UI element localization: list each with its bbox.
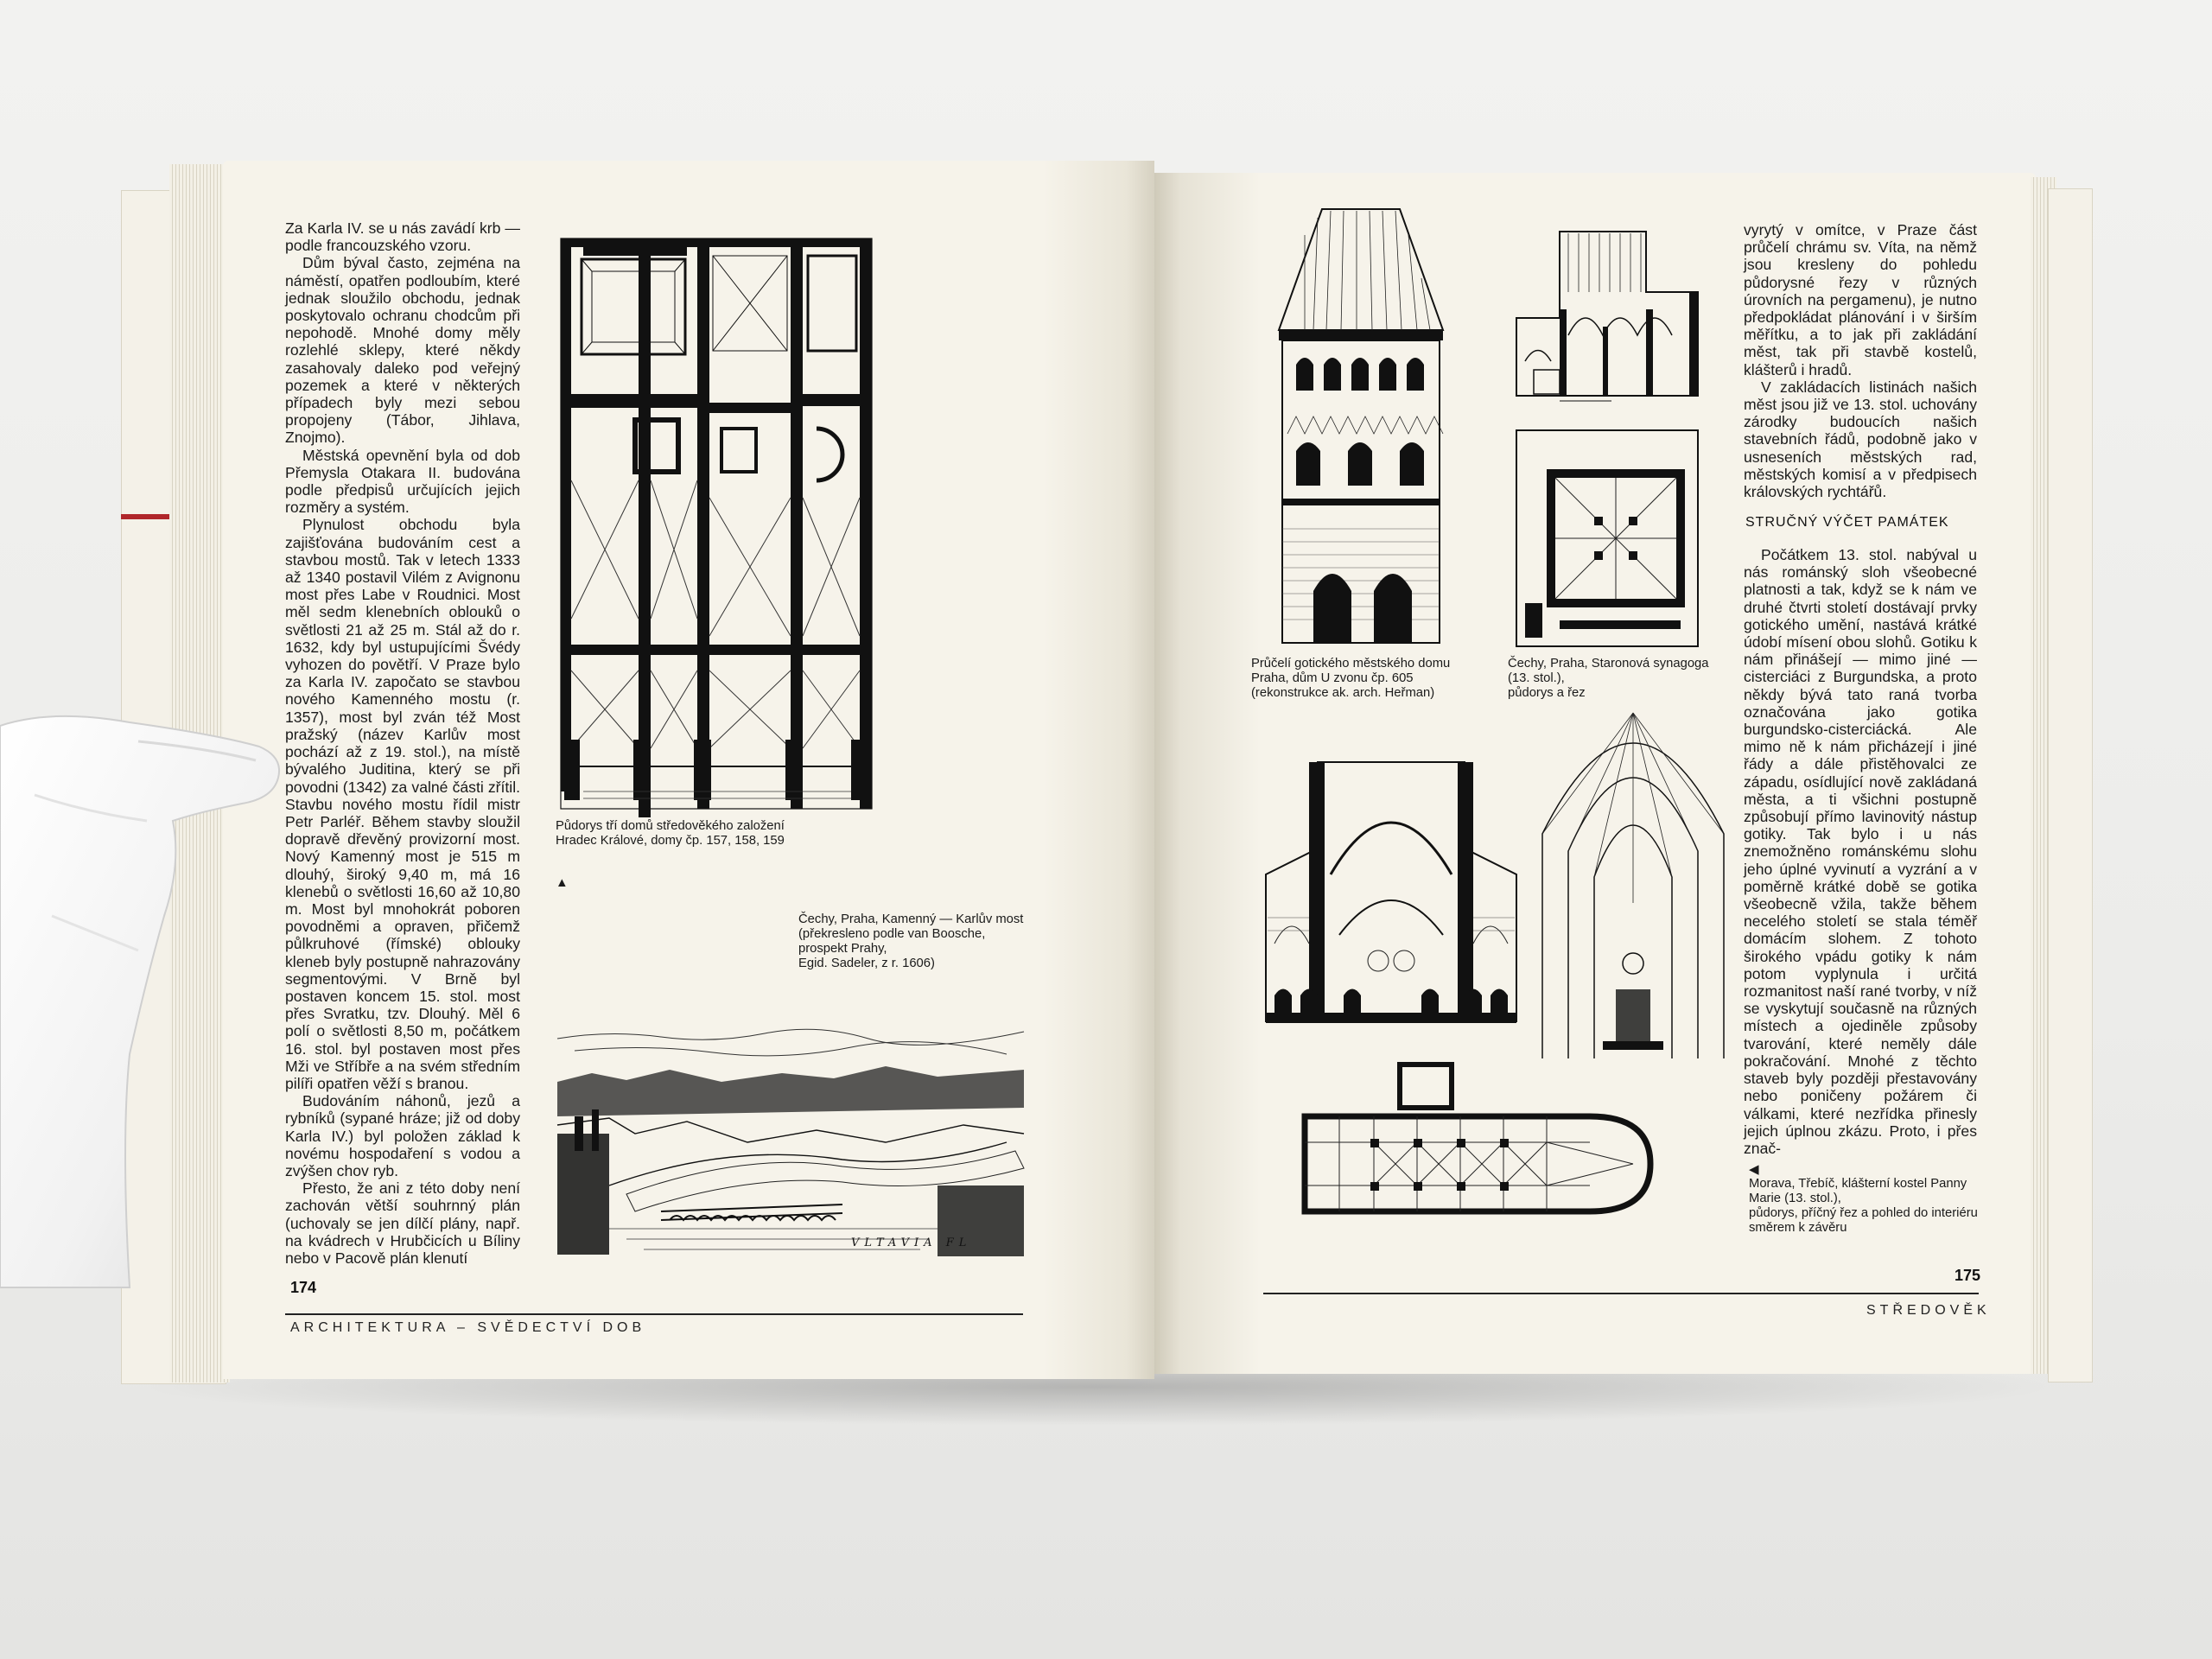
- paragraph: Plynulost obchodu byla zajišťována budováním cest a stavbou mostů. Tak v letech 1333 až 1340 postavil Vilém z Avignonu most přes Labe v Roudnici. Most měl sedm klenebních oblouků o světlosti 21 až 25 m. Stál až do r. 1632, kdy byl ustupujícími Švédy vyhozen do povětří. V Praze bylo za Karla IV. započato se stavbou nového Kamenného mostu (r. 1357), most byl zván též Most pražský (název Karlův most pochází až z 19. stol.), na místě bývalého Juditina, který se při povodni (1342) za valné části zřítil. Stavbu nového mostu řídil mistr Petr Parléř. Během stavby sloužil dopravě dřevěný provizorní most. Nový Kamenný most je 515 m dlouhý, široký 9,40 m, má 16 klenebů o světlosti 16,60 až 10,80 m. Most byl mnohokrát poboren povodněmi a opraven, přičemž půlkruhové (římské) oblouky kleneb byly postupně nahrazovány segmentovými. V Brně byl postaven koncem 15. stol. most přes Svratku, tzv. Dlouhý. Měl 6 polí o světlosti 8,50 m, počátkem 16. stol. byl postaven most přes Mži ve Stříbře a na svém středním pilíři opatřen věží s branou.: [285, 516, 520, 1092]
- left-page-text-column: [285, 219, 520, 1267]
- tower-caption: Průčelí gotického městského domu Praha, dům U zvonu čp. 605 (rekonstrukce ak. arch. Heřman): [1251, 657, 1451, 700]
- right-footer-rule: [1263, 1293, 1979, 1294]
- caption-arrow-icon: ▲: [556, 876, 569, 890]
- etching-inscription: VLTAVIA FL: [851, 1236, 972, 1249]
- paragraph: Budováním náhonů, jezů a rybníků (sypané hráze; již od doby Karla IV.) byl položen základ k novému hospodaření s vodou a zvýšen chov ryb.: [285, 1092, 520, 1179]
- tower-facade-illustration: [1270, 200, 1452, 650]
- section-heading: STRUČNÝ VÝČET PAMÁTEK: [1745, 515, 1949, 530]
- paragraph: Za Karla IV. se u nás zavádí krb — podle francouzského vzoru.: [285, 219, 520, 255]
- church-cross-section-illustration: [1257, 745, 1525, 1030]
- church-interior-illustration: [1534, 704, 1732, 1067]
- paragraph: V zakládacích listinách našich měst jsou již ve 13. stol. uchovány zárodky budoucích našich stavebních řádů, podobně jako v usneseních městských rad, městských komisí a v předpisech královských rychtářů.: [1744, 378, 1977, 501]
- synagogue-illustration: [1508, 223, 1707, 655]
- trebic-caption-arrow-icon: ◀: [1749, 1163, 1759, 1177]
- left-page-number: 174: [290, 1279, 317, 1296]
- left-running-footer: ARCHITEKTURA – SVĚDECTVÍ DOB: [290, 1320, 646, 1335]
- paragraph: vyrytý v omítce, v Praze část průčelí chrámu sv. Víta, na němž jsou kresleny do pohledu půdorysné řezy v různých úrovních na pergamenu), je nutno předpokládat plánování i v širším měřítku, a to jak při zakládání měst, tak při stavbě kostelů, klášterů i hradů.: [1744, 221, 1977, 378]
- floor-plan-caption: Půdorys tří domů středověkého založení Hradec Králové, domy čp. 157, 158, 159: [556, 819, 785, 848]
- right-page-number: 175: [1955, 1267, 1981, 1284]
- left-footer-rule: [285, 1313, 1023, 1315]
- right-running-footer: STŘEDOVĚK: [1866, 1303, 1991, 1318]
- church-floor-plan-illustration: [1305, 1065, 1685, 1220]
- trebic-caption: Morava, Třebíč, klášterní kostel Panny Marie (13. stol.), půdorys, příčný řez a pohled do interiéru směrem k závěru: [1749, 1177, 1978, 1235]
- paragraph: Městská opevnění byla od dob Přemysla Otakara II. budována podle předpisů určujících jejich rozměry a systém.: [285, 446, 520, 517]
- book-cover-right: [2048, 188, 2093, 1382]
- floor-plan-illustration: [557, 221, 881, 817]
- prague-bridge-etching: [557, 1013, 1024, 1256]
- paragraph: Přesto, že ani z této doby není zachován větší souhrnný plán (uchovaly se jen dílčí plány, např. na kvádrech v Hrubčicích u Bíliny nebo v Pacově plán klenutí: [285, 1179, 520, 1267]
- synagogue-caption: Čechy, Praha, Staronová synagoga (13. stol.), půdorys a řez: [1508, 657, 1709, 700]
- paragraph: Dům býval často, zejména na náměstí, opatřen podloubím, které jednak sloužilo obchodu, jednak poskytovalo ochranu chodcům při nepohodě. Mnohé domy měly rozlehlé sklepy, které někdy zasahovaly daleko pod veřejný pozemek a které v některých případech byly mezi sebou propojeny (Tábor, Jihlava, Znojmo).: [285, 254, 520, 447]
- white-glove-hand: [0, 691, 285, 1287]
- right-page-text-column-bottom: [1744, 546, 1977, 1157]
- bridge-caption: Čechy, Praha, Kamenný — Karlův most (překresleno podle van Boosche, prospekt Prahy, Egid. Sadeler, z r. 1606): [798, 912, 1024, 970]
- paragraph: Počátkem 13. stol. nabýval u nás románský sloh všeobecné platnosti a tak, když se k nám ve druhé čtvrti století dostávají prvky gotického umění, nastává krátké údobí mísení obou slohů. Gotiku k nám přinášejí — mimo jiné — cisterciáci z Burgundska, a proto někdy bývá tato raná tvorba označována jako gotika burgundsko-cisterciácká. Ale mimo ně k nám přicházejí i jiné řády a dále přistěhovalci ze západu, osídlující nově zakládaná města, a ti všichni postupně způsobují přímo lavinovitý nástup gotiky. Tak bylo i u nás znemožněno románskému slohu jeho úplné vyvinutí a vyzrání a v poměrně krátké době se gotika všeobecně vžila, takže během necelého století se stala téměř domácím slohem. Z tohoto širokého vpádu gotiky k nám potom vyplynula i určitá rozmanitost naší rané tvorby, v níž se vyskytují současně na různých místech a ojediněle způsoby tvarování, které neměly dále pokračování. Mnohé z těchto staveb byly později přestavovány nebo poničeny požárem či válkami, které nezřídka přinesly jejich úplnou zkázu. Proto, i přes znač-: [1744, 546, 1977, 1157]
- right-page-text-column-top: [1744, 221, 1977, 500]
